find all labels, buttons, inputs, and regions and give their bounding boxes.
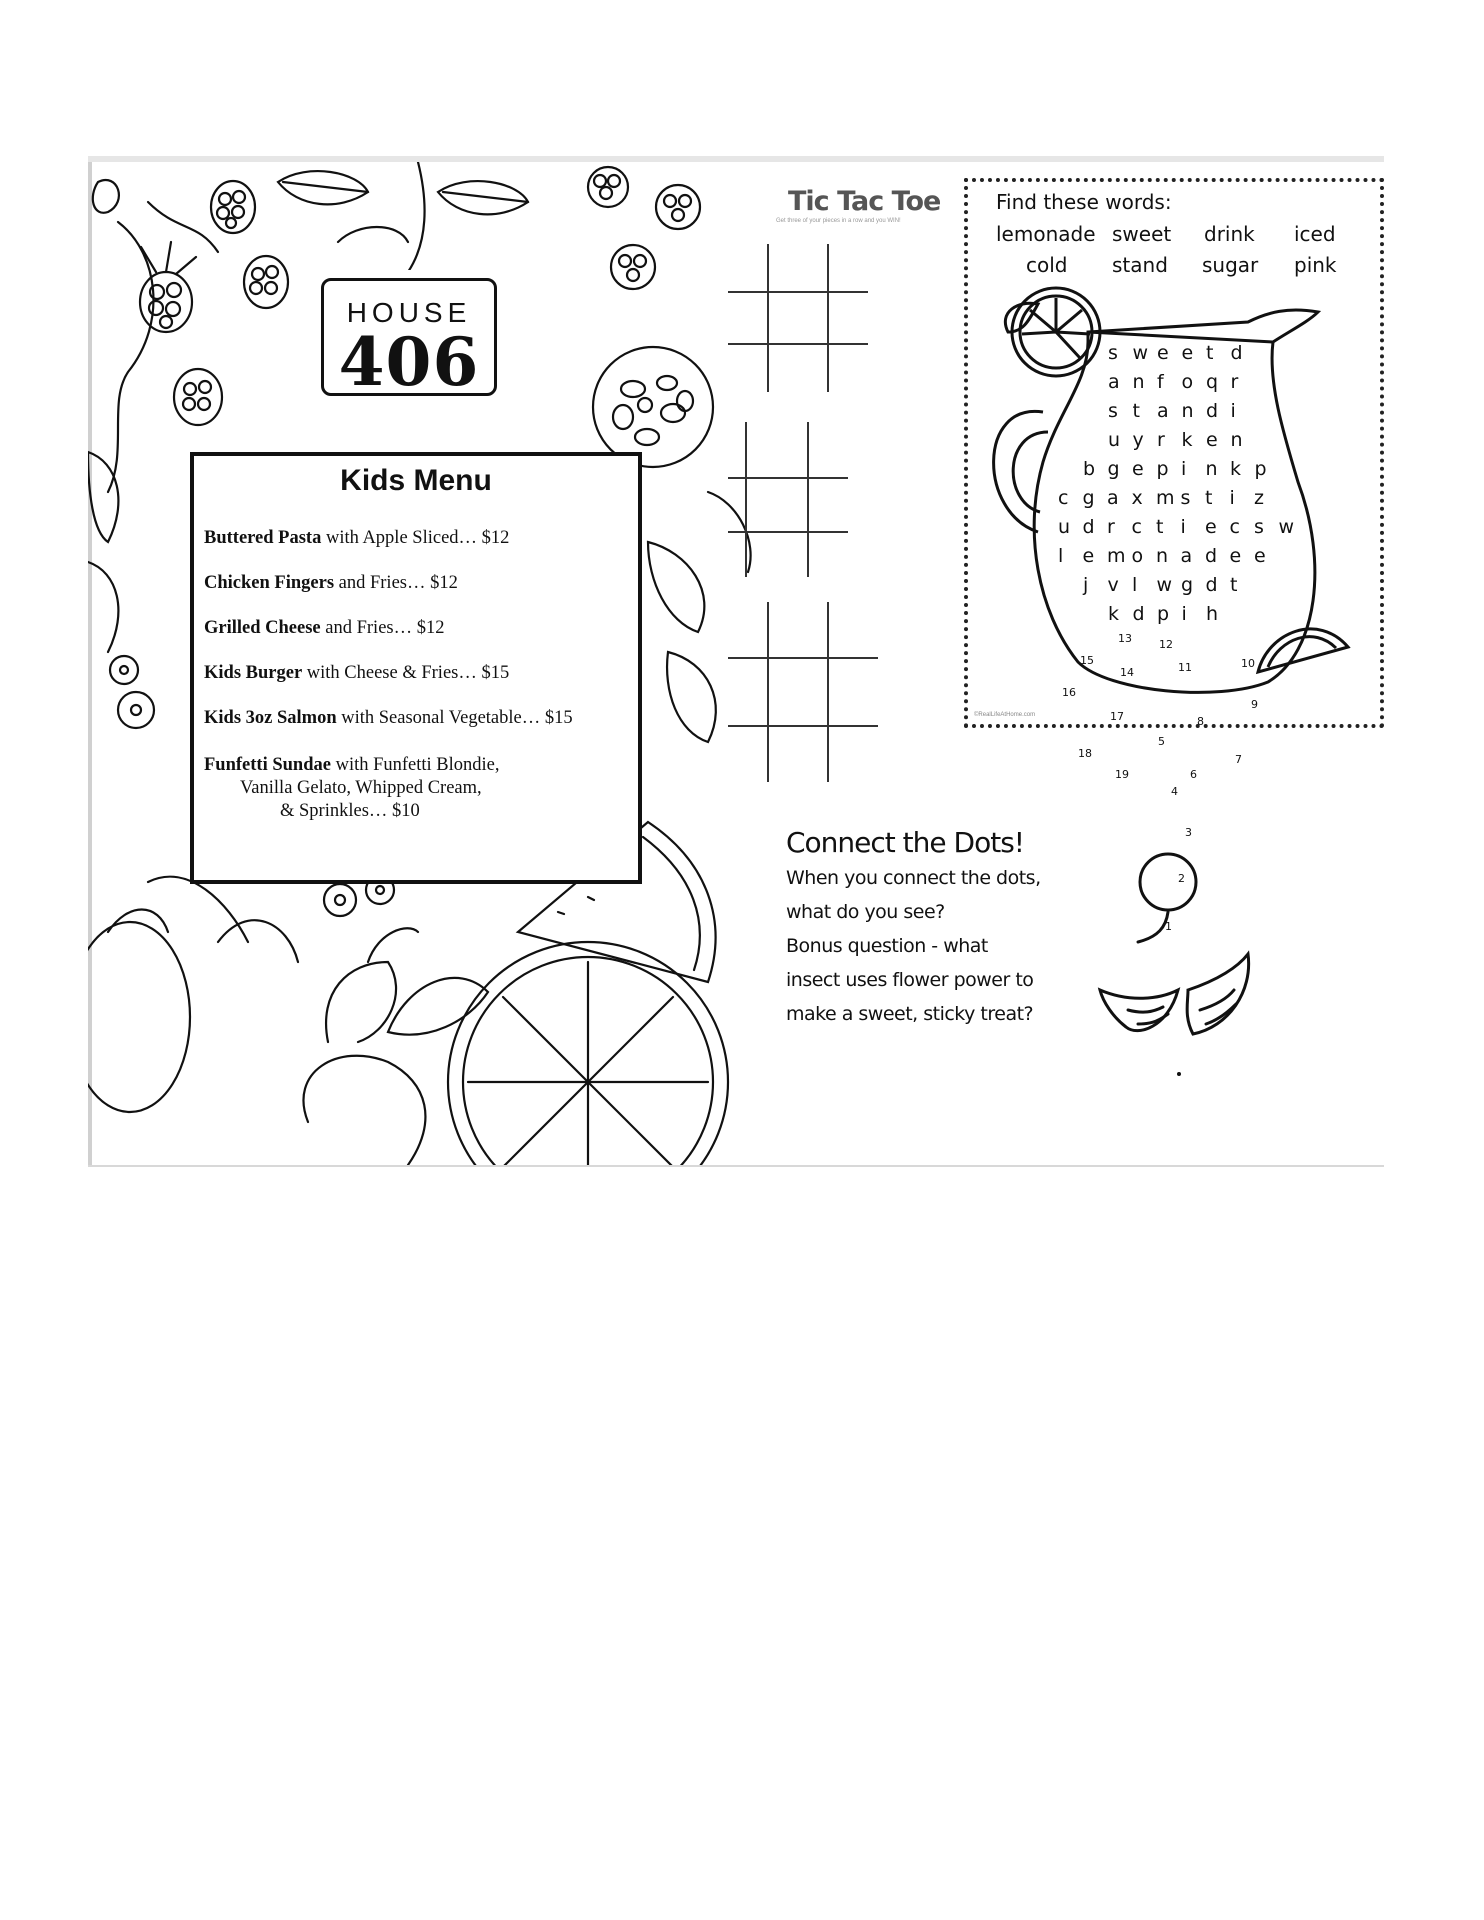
word-search-word: stand [1112,253,1168,277]
dot-number: 9 [1251,698,1258,711]
word-search-letter: p [1156,458,1169,480]
word-search-letter: i [1180,516,1186,538]
word-search-letter: a [1180,545,1193,567]
menu-item-desc: and Fries… $12 [320,618,445,638]
menu-item-desc: with Cheese & Fries… $15 [302,663,510,683]
kids-menu-card [190,452,642,884]
fruit-illustration [88,162,768,1165]
dot-number: 14 [1120,666,1134,679]
word-search-letter: n [1230,429,1243,451]
dot-number: 10 [1241,657,1255,670]
menu-item-desc-line3: & Sprinkles… $10 [280,801,420,821]
word-search-letter: a [1108,371,1120,393]
dot-number: 17 [1110,710,1124,723]
word-search-letter: u [1108,429,1121,451]
word-search-letter: k [1181,429,1193,451]
connect-dots-line: When you connect the dots, [786,867,1041,889]
word-search-letter: s [1180,487,1191,509]
word-search-letter: b [1083,458,1096,480]
menu-title: Kids Menu [340,464,492,497]
word-search-letter: p [1157,603,1170,625]
word-search-word: drink [1204,222,1255,246]
tictactoe-grid-3 [728,602,878,782]
word-search-letter: c [1058,487,1069,509]
connect-dots-line: insect uses flower power to [786,969,1034,991]
dot-number: 15 [1080,654,1094,667]
word-search-letter: h [1206,603,1219,625]
word-search-letter: i [1229,487,1235,509]
word-search-letter: s [1254,516,1264,538]
dot-number: 6 [1190,768,1197,781]
word-search-letter: f [1157,371,1164,393]
menu-item-name: Kids Burger [204,663,303,683]
word-search-letter: x [1131,487,1143,509]
word-search-letter: e [1082,545,1095,567]
logo-number: 406 [338,323,480,401]
word-search-letter: e [1229,545,1242,567]
word-search-letter: n [1132,371,1145,393]
word-search-letter: t [1206,342,1214,364]
dot-number: 18 [1078,747,1092,760]
word-search-letter: g [1181,574,1194,596]
menu-item [204,618,444,639]
word-search-word: sugar [1202,253,1259,277]
word-search-panel [964,178,1384,728]
menu-item [204,663,509,684]
word-search-letter: d [1082,516,1095,538]
menu-item [204,528,509,549]
word-search-letter: t [1230,574,1238,596]
word-search-letter: t [1132,400,1140,422]
word-search-letter: d [1132,603,1145,625]
word-search-letter: v [1107,574,1119,596]
menu-item-desc: and Fries… $12 [334,573,458,593]
dot-number: 19 [1115,768,1129,781]
word-search-letter: w [1156,574,1173,596]
menu-item [204,573,458,594]
connect-dots-drawing [1088,762,1384,1122]
word-search-letter: r [1107,516,1115,538]
word-search-letter: e [1205,516,1217,538]
word-search-letter: z [1254,487,1264,509]
word-search-letter: c [1229,516,1240,538]
dot-number: 5 [1158,735,1165,748]
word-search-letter: i [1230,400,1236,422]
connect-dots-title: Connect the Dots! [786,826,1025,859]
word-search-letter: w [1278,516,1295,538]
word-search-letter: s [1108,342,1118,364]
word-search-letter: o [1181,371,1194,393]
lemonade-pitcher-art [968,182,1380,724]
word-search-word: lemonade [996,222,1096,246]
menu-item-name: Funfetti Sundae [204,755,331,775]
menu-item-desc: with Seasonal Vegetable… $15 [336,708,573,728]
word-search-heading: Find these words: [996,190,1172,214]
word-search-letter: k [1230,458,1242,480]
menu-item [204,708,573,729]
word-search-word: iced [1294,222,1336,246]
word-search-letter: u [1058,516,1071,538]
logo-frame [321,278,497,401]
menu-item-name: Buttered Pasta [204,528,322,548]
word-search-letter: n [1205,458,1218,480]
connect-dots-line: make a sweet, sticky treat? [786,1003,1034,1025]
word-search-letter: c [1131,516,1142,538]
word-search-letter: e [1254,545,1266,567]
dot-number: 2 [1178,872,1185,885]
tictactoe-title: Tic Tac Toe [788,186,941,217]
tictactoe-grid-1 [728,244,868,392]
menu-item-desc: with Funfetti Blondie, [330,755,500,775]
dot-number: 7 [1235,753,1242,766]
dot-number: 1 [1165,920,1172,933]
word-search-letter: a [1107,487,1119,509]
word-search-letter: j [1083,574,1089,596]
word-search-letter: d [1205,574,1218,596]
word-search-letter: g [1082,487,1095,509]
tictactoe-subtitle: Get three of your pieces in a row and you WIN! [776,218,901,224]
word-search-letter: m [1107,545,1126,567]
word-search-letter: y [1132,429,1144,451]
connect-dots-line: what do you see? [786,901,945,923]
word-search-letter: i [1181,603,1187,625]
word-search-letter: e [1132,458,1144,480]
dot-number: 12 [1159,638,1173,651]
word-search-letter: i [1181,458,1187,480]
word-search-letter: k [1108,603,1120,625]
dot-number: 13 [1118,632,1132,645]
word-search-letter: r [1157,429,1165,451]
menu-item [204,754,624,823]
word-search-word: sweet [1112,222,1172,246]
menu-item-desc: with Apple Sliced… $12 [321,528,510,548]
dot-number: 16 [1062,686,1076,699]
menu-item-name: Kids 3oz Salmon [204,708,337,728]
word-search-letter: n [1181,400,1194,422]
word-search-letter: d [1205,545,1218,567]
word-search-letter: t [1205,487,1213,509]
connect-dots-line: Bonus question - what [786,935,988,957]
word-search-word: pink [1294,253,1337,277]
word-search-letter: p [1254,458,1267,480]
word-search-letter: r [1230,371,1239,393]
menu-item-desc-line2: Vanilla Gelato, Whipped Cream, [240,778,482,798]
word-search-letter: d [1206,400,1219,422]
word-search-letter: w [1132,342,1149,364]
restaurant-logo [313,270,503,400]
word-search-letter: m [1156,487,1175,509]
menu-item-name: Chicken Fingers [204,573,335,593]
dot-number: 4 [1171,785,1178,798]
word-search-letter: g [1107,458,1120,480]
word-search-word: cold [1026,253,1068,277]
logo-word: HOUSE [346,297,472,328]
word-search-letter: l [1058,545,1064,567]
word-search-letter: e [1157,342,1169,364]
tictactoe-grid-2 [728,422,848,577]
word-search-letter: e [1181,342,1194,364]
word-search-letter: d [1230,342,1243,364]
dot-number: 11 [1178,661,1192,674]
word-search-letter: t [1156,516,1164,538]
word-search-letter: s [1108,400,1118,422]
word-search-credit: ©RealLifeAtHome.com [974,712,1036,718]
dot-number: 8 [1197,715,1204,728]
word-search-letter: a [1157,400,1169,422]
placemat [88,156,1384,1167]
menu-item-name: Grilled Cheese [204,618,321,638]
word-search-letter: o [1131,545,1144,567]
word-search-letter: l [1132,574,1138,596]
word-search-letter: e [1206,429,1218,451]
dot-number: 3 [1185,826,1192,839]
word-search-letter: q [1206,371,1219,393]
word-search-letter: n [1156,545,1169,567]
